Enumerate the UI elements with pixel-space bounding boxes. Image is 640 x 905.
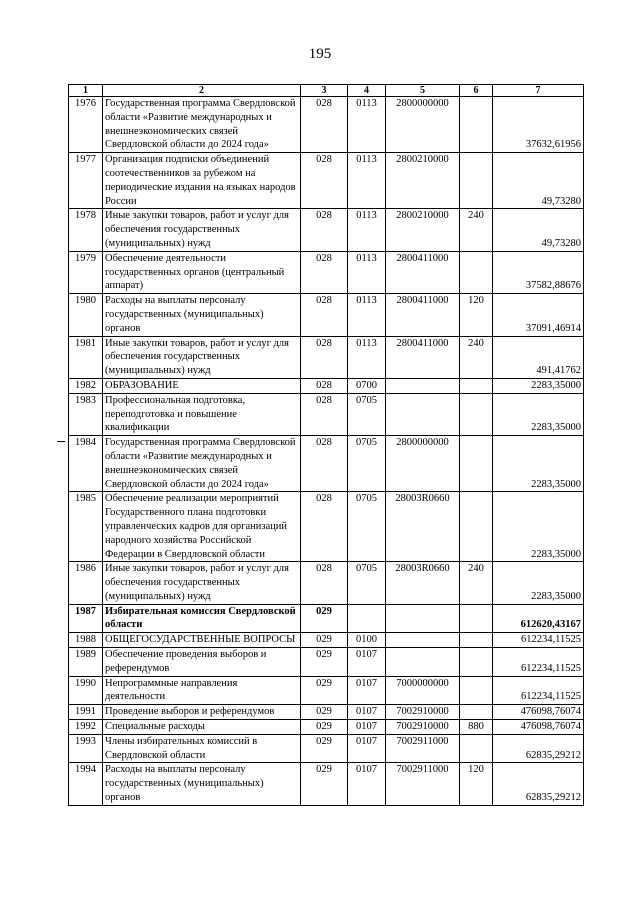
row-section-code: 0705 [348, 492, 386, 562]
row-expense-type [460, 705, 493, 720]
table-body [69, 97, 584, 806]
header-col-2: 2 [103, 85, 301, 97]
row-amount: 2283,35000 [493, 492, 584, 562]
row-section-code: 0107 [348, 734, 386, 763]
row-number: 1976 [69, 97, 103, 153]
row-target-article: 2800210000 [386, 209, 460, 251]
table-row [69, 720, 584, 735]
row-target-article: 7002910000 [386, 705, 460, 720]
row-section-code: 0107 [348, 648, 386, 677]
header-col-1: 1 [69, 85, 103, 97]
row-section-code: 0113 [348, 251, 386, 293]
row-section-code: 0705 [348, 562, 386, 604]
table-row [69, 492, 584, 562]
row-amount: 476098,76074 [493, 720, 584, 735]
row-section-code: 0113 [348, 294, 386, 336]
table-row [69, 436, 584, 492]
row-name: Избирательная комиссия Свердловской области [103, 604, 301, 633]
row-ved-code: 028 [301, 336, 348, 378]
row-expense-type [460, 153, 493, 209]
row-amount: 49,73280 [493, 153, 584, 209]
row-amount: 612234,11525 [493, 633, 584, 648]
row-number: 1994 [69, 763, 103, 805]
row-number: 1987 [69, 604, 103, 633]
row-expense-type: 240 [460, 336, 493, 378]
row-target-article: 2800000000 [386, 436, 460, 492]
row-amount: 2283,35000 [493, 378, 584, 393]
row-number: 1980 [69, 294, 103, 336]
row-ved-code: 028 [301, 492, 348, 562]
row-expense-type: 240 [460, 209, 493, 251]
table-row [69, 562, 584, 604]
row-amount: 49,73280 [493, 209, 584, 251]
row-name: Специальные расходы [103, 720, 301, 735]
row-ved-code: 028 [301, 294, 348, 336]
row-section-code [348, 604, 386, 633]
row-number: 1985 [69, 492, 103, 562]
row-number: 1986 [69, 562, 103, 604]
row-expense-type [460, 648, 493, 677]
header-col-7: 7 [493, 85, 584, 97]
row-target-article [386, 378, 460, 393]
row-ved-code: 028 [301, 153, 348, 209]
row-ved-code: 028 [301, 393, 348, 435]
row-expense-type [460, 734, 493, 763]
row-number: 1979 [69, 251, 103, 293]
row-section-code: 0113 [348, 209, 386, 251]
table-row [69, 604, 584, 633]
row-ved-code: 028 [301, 97, 348, 153]
row-section-code: 0107 [348, 676, 386, 705]
table-row [69, 763, 584, 805]
table-row [69, 648, 584, 677]
row-expense-type [460, 251, 493, 293]
row-amount: 37632,61956 [493, 97, 584, 153]
row-ved-code: 028 [301, 378, 348, 393]
row-target-article: 7002910000 [386, 720, 460, 735]
row-name: Иные закупки товаров, работ и услуг для обеспечения государственных (муниципальных) нужд [103, 336, 301, 378]
row-ved-code: 028 [301, 436, 348, 492]
row-name: Государственная программа Свердловской области «Развитие международных и внешнеэкономических связей Свердловской области до 2024 года» [103, 97, 301, 153]
row-name: Обеспечение проведения выборов и референдумов [103, 648, 301, 677]
row-name: Расходы на выплаты персоналу государственных (муниципальных) органов [103, 294, 301, 336]
header-col-3: 3 [301, 85, 348, 97]
row-ved-code: 028 [301, 209, 348, 251]
row-target-article: 2800000000 [386, 97, 460, 153]
row-amount: 62835,29212 [493, 734, 584, 763]
header-col-4: 4 [348, 85, 386, 97]
row-target-article [386, 393, 460, 435]
row-number: 1981 [69, 336, 103, 378]
row-expense-type [460, 676, 493, 705]
header-row [69, 85, 584, 97]
row-expense-type [460, 633, 493, 648]
row-target-article: 2800411000 [386, 251, 460, 293]
row-section-code: 0705 [348, 393, 386, 435]
page-number: 195 [308, 46, 332, 62]
row-number: 1984 [69, 436, 103, 492]
header-col-5: 5 [386, 85, 460, 97]
row-section-code: 0107 [348, 705, 386, 720]
row-name: Члены избирательных комиссий в Свердловской области [103, 734, 301, 763]
row-name: Расходы на выплаты персоналу государственных (муниципальных) органов [103, 763, 301, 805]
row-ved-code: 029 [301, 720, 348, 735]
row-section-code: 0107 [348, 763, 386, 805]
row-section-code: 0100 [348, 633, 386, 648]
row-ved-code: 029 [301, 648, 348, 677]
row-number: 1993 [69, 734, 103, 763]
row-target-article: 7002911000 [386, 763, 460, 805]
row-name: ОБЩЕГОСУДАРСТВЕННЫЕ ВОПРОСЫ [103, 633, 301, 648]
row-expense-type: 240 [460, 562, 493, 604]
row-expense-type [460, 393, 493, 435]
row-amount: 2283,35000 [493, 562, 584, 604]
row-section-code: 0113 [348, 97, 386, 153]
row-number: 1977 [69, 153, 103, 209]
row-expense-type [460, 492, 493, 562]
row-target-article: 2800411000 [386, 294, 460, 336]
row-expense-type: 120 [460, 763, 493, 805]
row-number: 1991 [69, 705, 103, 720]
row-target-article: 7000000000 [386, 676, 460, 705]
row-name: Проведение выборов и референдумов [103, 705, 301, 720]
row-section-code: 0700 [348, 378, 386, 393]
row-name: Обеспечение реализации мероприятий Государственного плана подготовки управленческих кадров для организаций народного хозяйства Российской Федерации в Свердловской области [103, 492, 301, 562]
row-ved-code: 029 [301, 633, 348, 648]
row-name: Государственная программа Свердловской области «Развитие международных и внешнеэкономических связей Свердловской области до 2024 года» [103, 436, 301, 492]
row-section-code: 0705 [348, 436, 386, 492]
row-name: Иные закупки товаров, работ и услуг для обеспечения государственных (муниципальных) нужд [103, 209, 301, 251]
row-expense-type [460, 604, 493, 633]
header-col-6: 6 [460, 85, 493, 97]
row-name: Непрограммные направления деятельности [103, 676, 301, 705]
row-number: 1992 [69, 720, 103, 735]
row-target-article [386, 604, 460, 633]
row-number: 1978 [69, 209, 103, 251]
row-expense-type: 880 [460, 720, 493, 735]
table-row [69, 633, 584, 648]
row-amount: 612234,11525 [493, 676, 584, 705]
row-expense-type [460, 97, 493, 153]
row-expense-type [460, 378, 493, 393]
table-row [69, 336, 584, 378]
margin-mark [57, 441, 65, 442]
row-ved-code: 029 [301, 763, 348, 805]
row-target-article: 2800411000 [386, 336, 460, 378]
table-row [69, 251, 584, 293]
row-amount: 612620,43167 [493, 604, 584, 633]
row-section-code: 0107 [348, 720, 386, 735]
row-amount: 62835,29212 [493, 763, 584, 805]
row-number: 1988 [69, 633, 103, 648]
table-row [69, 378, 584, 393]
table-row [69, 153, 584, 209]
row-section-code: 0113 [348, 336, 386, 378]
row-target-article: 2800210000 [386, 153, 460, 209]
table-row [69, 393, 584, 435]
row-name: Организация подписки объединений соотечественников за рубежом на периодические издания на языках народов России [103, 153, 301, 209]
table-row [69, 705, 584, 720]
row-target-article: 28003R0660 [386, 492, 460, 562]
row-number: 1990 [69, 676, 103, 705]
row-target-article [386, 648, 460, 677]
table-row [69, 294, 584, 336]
row-ved-code: 029 [301, 705, 348, 720]
row-ved-code: 028 [301, 251, 348, 293]
row-amount: 612234,11525 [493, 648, 584, 677]
table-row [69, 676, 584, 705]
row-ved-code: 029 [301, 604, 348, 633]
row-amount: 2283,35000 [493, 436, 584, 492]
row-target-article [386, 633, 460, 648]
row-name: Обеспечение деятельности государственных органов (центральный аппарат) [103, 251, 301, 293]
row-amount: 2283,35000 [493, 393, 584, 435]
table-row [69, 97, 584, 153]
row-name: ОБРАЗОВАНИЕ [103, 378, 301, 393]
budget-table [68, 84, 584, 806]
row-expense-type: 120 [460, 294, 493, 336]
row-number: 1982 [69, 378, 103, 393]
row-target-article: 7002911000 [386, 734, 460, 763]
row-number: 1983 [69, 393, 103, 435]
row-target-article: 28003R0660 [386, 562, 460, 604]
row-amount: 491,41762 [493, 336, 584, 378]
row-amount: 476098,76074 [493, 705, 584, 720]
row-name: Профессиональная подготовка, переподготовка и повышение квалификации [103, 393, 301, 435]
row-number: 1989 [69, 648, 103, 677]
row-expense-type [460, 436, 493, 492]
table-row [69, 734, 584, 763]
row-ved-code: 029 [301, 676, 348, 705]
row-amount: 37091,46914 [493, 294, 584, 336]
row-amount: 37582,88676 [493, 251, 584, 293]
row-ved-code: 028 [301, 562, 348, 604]
row-name: Иные закупки товаров, работ и услуг для обеспечения государственных (муниципальных) нужд [103, 562, 301, 604]
row-section-code: 0113 [348, 153, 386, 209]
row-ved-code: 029 [301, 734, 348, 763]
table-row [69, 209, 584, 251]
